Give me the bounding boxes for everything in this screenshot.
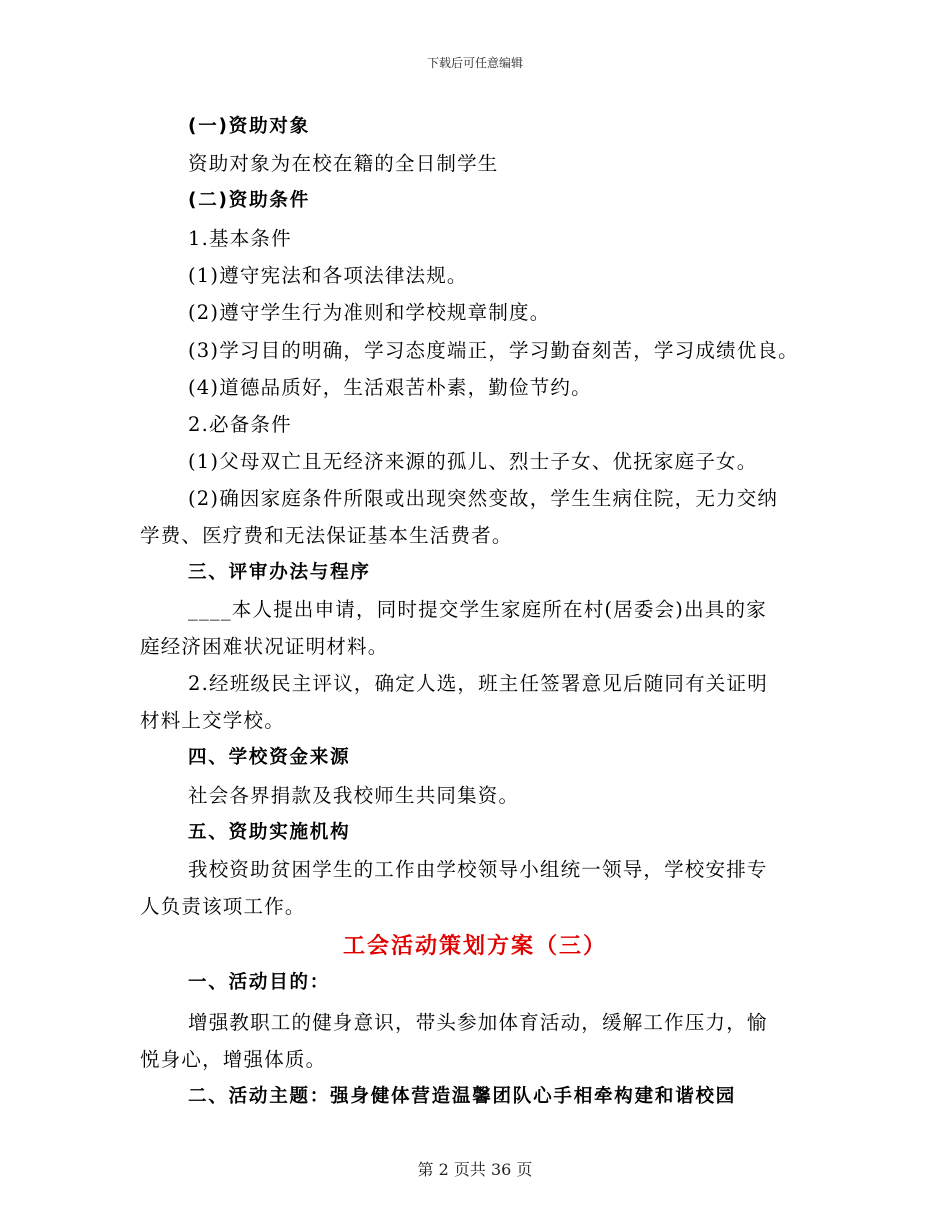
section-title: 工会活动策划方案（三）	[342, 934, 607, 959]
section-heading: 三、评审办法与程序	[188, 562, 371, 583]
paragraph-line: 悦身心，增强体质。	[140, 1048, 327, 1071]
paragraph-line: ____本人提出申请，同时提交学生家庭所在村(居委会)出具的家	[188, 598, 767, 621]
section-heading: 一、活动目的：	[188, 972, 331, 993]
page-header: 下载后可任意编辑	[426, 56, 523, 70]
section-heading: 二、活动主题：强身健体营造温馨团队心手相牵构建和谐校园	[188, 1086, 737, 1107]
paragraph-line: 庭经济困难状况证明材料。	[140, 635, 389, 658]
paragraph-line: 材料上交学校。	[140, 709, 285, 732]
paragraph-line: 2.必备条件	[188, 413, 292, 436]
paragraph-line: 学费、医疗费和无法保证基本生活费者。	[140, 524, 513, 547]
paragraph-line: 资助对象为在校在籍的全日制学生	[188, 152, 499, 175]
paragraph-line: (4)道德品质好，生活艰苦朴素，勤俭节约。	[188, 376, 592, 399]
paragraph-line: (3)学习目的明确，学习态度端正，学习勤奋刻苦，学习成绩优良。	[188, 339, 799, 362]
paragraph-line: (2)遵守学生行为准则和学校规章制度。	[188, 301, 551, 324]
paragraph-line: 1.基本条件	[188, 227, 292, 250]
section-heading: 五、资助实施机构	[188, 822, 351, 843]
paragraph-line: (1)遵守宪法和各项法律法规。	[188, 264, 468, 287]
page-footer: 第 2 页共 36 页	[417, 1160, 533, 1179]
paragraph-line: 2.经班级民主评议，确定人选，班主任签署意见后随同有关证明	[188, 672, 768, 695]
paragraph-line: (1)父母双亡且无经济来源的孤儿、烈士子女、优抚家庭子女。	[188, 450, 758, 473]
paragraph-line: 人负责该项工作。	[140, 895, 306, 918]
paragraph-line: 社会各界捐款及我校师生共同集资。	[188, 784, 520, 807]
paragraph-line: 我校资助贫困学生的工作由学校领导小组统一领导，学校安排专	[188, 858, 768, 881]
section-heading: 四、学校资金来源	[188, 747, 351, 768]
paragraph-line: 增强教职工的健身意识，带头参加体育活动，缓解工作压力，愉	[188, 1011, 768, 1034]
paragraph-line: (2)确因家庭条件所限或出现突然变故，学生生病住院，无力交纳	[188, 487, 779, 510]
section-heading: (二)资助条件	[188, 190, 311, 211]
section-heading: (一)资助对象	[188, 116, 311, 137]
